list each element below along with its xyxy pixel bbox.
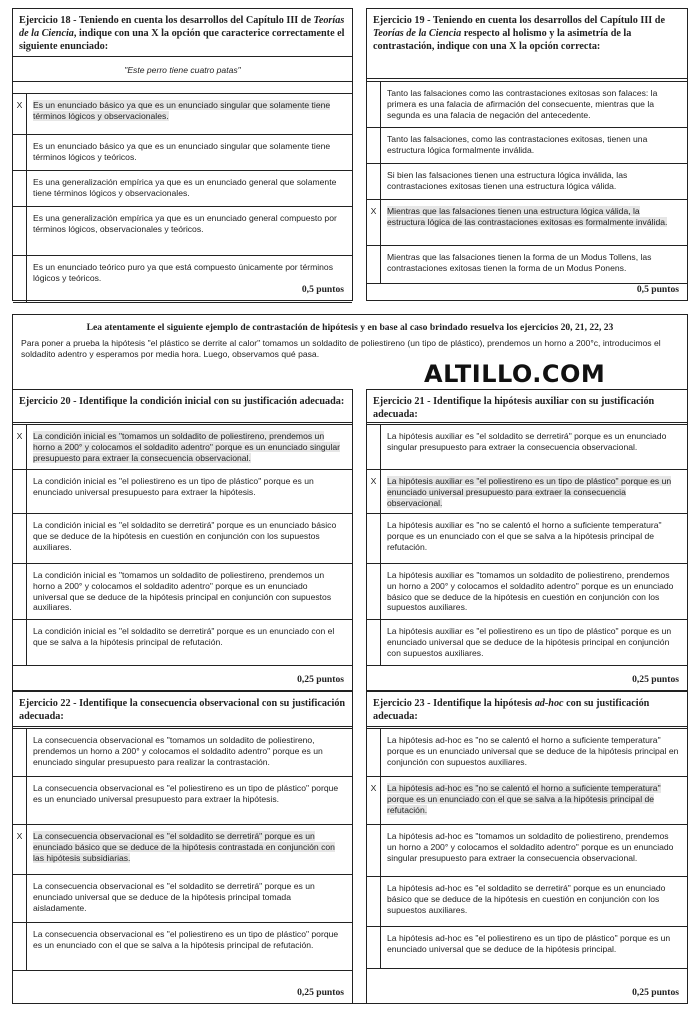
exercise-23-header <box>367 692 687 727</box>
option-row <box>367 82 687 128</box>
option-text-content: Es un enunciado básico ya que es un enunciado singular que solamente tiene términos lógicos y teóricos. <box>33 141 331 162</box>
case-title: Lea atentamente el siguiente ejemplo de contrastación de hipótesis y en base al caso brindado resuelva los ejercicios 20, 21, 22, 23 <box>86 322 614 333</box>
exercise-22-header <box>13 692 352 727</box>
option-text-content: La consecuencia observacional es "el soldadito se derretirá" porque es un enunciado universal que se deduce de la hipótesis principal tomada aisladamente. <box>33 881 315 913</box>
option-text <box>381 82 687 127</box>
exercise-19-options <box>367 81 687 284</box>
exercise-21-options <box>367 424 687 666</box>
option-text-content: Mientras que las falsaciones tienen la forma de un Modus Tollens, las contrastaciones exitosas tienen la forma de un Modus Ponens. <box>387 252 652 273</box>
option-text <box>27 923 352 970</box>
option-text <box>27 256 352 302</box>
option-text-content: La consecuencia observacional es "el poliestireno es un tipo de plástico" porque es un enunciado con el que se salva a la hipótesis principal de refutación. <box>33 929 339 950</box>
option-text <box>27 207 352 255</box>
exercise-18-quote: "Este perro tiene cuatro patas" <box>13 61 352 82</box>
option-row <box>13 171 352 207</box>
exercise-19-book-title: Teorías de la Ciencia <box>373 28 462 39</box>
exercise-20-points: 0,25 puntos <box>297 674 344 685</box>
answer-mark-cell <box>367 877 381 926</box>
option-text <box>27 470 352 513</box>
option-text <box>27 564 352 619</box>
option-text <box>381 246 687 283</box>
exercise-23-options <box>367 728 687 969</box>
option-row <box>367 564 687 620</box>
exercise-22-title: - Identifique la consecuencia observacional con su justificación adecuada: <box>19 698 346 722</box>
exercise-23-title-part: - Identifique la hipótesis <box>424 698 535 709</box>
exercise-20-panel <box>12 389 353 691</box>
exercise-18-title-part: - Teniendo en cuenta los desarrollos del Capítulo III de <box>70 15 314 26</box>
option-text-content: La condición inicial es "el soldadito se derretirá" porque es un enunciado con el que se salva a la hipótesis principal de refutación. <box>33 626 335 647</box>
exercise-22-points: 0,25 puntos <box>297 987 344 998</box>
case-text: Para poner a prueba la hipótesis "el plástico se derrite al calor" tomamos un soldadito de poliestireno (un tipo de plástico), prendemos un horno a 200°c, introducimos el soldadito adentro y esperamos por media hora. Luego, observamos qué pasa. <box>21 338 661 360</box>
answer-mark-cell <box>367 164 381 199</box>
answer-mark-cell <box>13 875 27 922</box>
option-text-content: Si bien las falsaciones tienen una estructura lógica inválida, las contrastaciones exitosas tienen una estructura lógica válida. <box>387 170 628 191</box>
answer-mark-cell <box>367 514 381 563</box>
option-text-content: Es un enunciado teórico puro ya que está compuesto únicamente por términos lógicos y teóricos. <box>33 262 334 283</box>
answer-mark-cell <box>367 128 381 163</box>
answer-mark-cell <box>367 425 381 469</box>
exercise-20-number: Ejercicio 20 <box>19 396 71 407</box>
option-text <box>381 128 687 163</box>
option-row <box>367 729 687 777</box>
answer-mark-cell <box>13 514 27 563</box>
option-text-content: Es una generalización empírica ya que es un enunciado general que solamente tiene términos lógicos y observacionales. <box>33 177 337 198</box>
answer-mark-cell: X <box>13 825 27 874</box>
option-text-content: Tanto las falsaciones como las contrastaciones exitosas son falaces: la primera es una falacia de afirmación del consecuente, mientras que la segunda es una falacia de negación del antecedente. <box>387 88 658 120</box>
exercise-22-panel <box>12 691 353 1004</box>
answer-mark-cell: X <box>13 425 27 469</box>
exercise-18-options <box>13 93 352 303</box>
exercise-20-header <box>13 390 352 423</box>
option-text-content: La consecuencia observacional es "tomamos un soldadito de poliestireno, prendemos un horno a 200° y colocamos el soldadito adentro" porque es un enunciado singular presupuesto para realizar la contrastación. <box>33 735 323 767</box>
exercise-19-panel <box>366 8 688 301</box>
answer-mark-cell <box>367 729 381 776</box>
exercise-18-number: Ejercicio 18 <box>19 15 71 26</box>
exercise-20-title: - Identifique la condición inicial con su justificación adecuada: <box>70 396 345 407</box>
option-text <box>381 514 687 563</box>
option-text-content: La hipótesis auxiliar es "el poliestireno es un tipo de plástico" porque es un enunciado universal que se deduce de la hipótesis principal en conjunción con supuestos auxiliares. <box>387 626 672 658</box>
option-row <box>367 246 687 284</box>
option-text <box>27 425 352 469</box>
answer-mark-cell <box>367 620 381 665</box>
option-text <box>381 470 687 513</box>
answer-mark-cell <box>13 777 27 824</box>
option-row <box>367 777 687 825</box>
option-text <box>27 777 352 824</box>
option-text-content: La consecuencia observacional es "el soldadito se derretirá" porque es un enunciado básico que se deduce de la hipótesis contrastada en conjunción con las hipótesis subsidiarias. <box>33 831 335 863</box>
answer-mark-cell: X <box>367 200 381 245</box>
answer-mark-cell <box>367 82 381 127</box>
option-row <box>367 128 687 164</box>
exercise-21-header <box>367 390 687 423</box>
option-row <box>13 923 352 971</box>
exercise-23-adhoc-term: ad-hoc <box>534 698 564 709</box>
option-text <box>381 200 687 245</box>
answer-mark-cell <box>367 825 381 876</box>
answer-mark-cell <box>13 620 27 665</box>
option-text-content: La hipótesis ad-hoc es "el soldadito se derretirá" porque es un enunciado básico que se deduce de la hipótesis en cuestión en conjunción con los supuestos auxiliares. <box>387 883 666 915</box>
exercise-19-number: Ejercicio 19 <box>373 15 425 26</box>
option-row <box>367 164 687 200</box>
option-text <box>27 94 352 134</box>
option-text-content: La condición inicial es "el soldadito se derretirá" porque es un enunciado básico que se deduce de la hipótesis en cuestión en conjunción con los supuestos auxiliares. <box>33 520 337 552</box>
option-text-content: La hipótesis ad-hoc es "el poliestireno es un tipo de plástico" porque es un enunciado universal que se deduce de la hipótesis principal. <box>387 933 671 954</box>
exercise-19-points: 0,5 puntos <box>636 284 679 295</box>
option-text <box>381 729 687 776</box>
option-text-content: Es una generalización empírica ya que es un enunciado general compuesto por términos lógicos, observacionales y teóricos. <box>33 213 337 234</box>
exercise-19-header <box>367 9 687 79</box>
exercise-22-number: Ejercicio 22 <box>19 698 71 709</box>
answer-mark-cell: X <box>13 94 27 134</box>
option-row <box>13 564 352 620</box>
exercise-23-number: Ejercicio 23 <box>373 698 425 709</box>
answer-mark-cell <box>13 207 27 255</box>
answer-mark-cell <box>13 564 27 619</box>
option-row <box>13 256 352 303</box>
option-text <box>381 877 687 926</box>
option-text-content: La hipótesis auxiliar es "no se calentó el horno a suficiente temperatura" porque es un enunciado con el que se salva a la hipótesis principal de refutación. <box>387 520 662 552</box>
exercise-21-points: 0,25 puntos <box>632 674 679 685</box>
option-text-content: La condición inicial es "tomamos un soldadito de poliestireno, prendemos un horno a 200° y colocamos el soldadito adentro" porque es un enunciado singular presupuesto para extraer la consecuencia observacional. <box>33 431 340 463</box>
option-text <box>27 620 352 665</box>
answer-mark-cell <box>367 564 381 619</box>
option-text <box>27 729 352 776</box>
option-text-content: La hipótesis auxiliar es "el poliestireno es un tipo de plástico" porque es un enunciado universal presupuesto para extraer la consecuencia observacional. <box>387 476 672 508</box>
option-text-content: La hipótesis auxiliar es "tomamos un soldadito de poliestireno, prendemos un horno a 200° y colocamos el soldadito adentro" porque es un enunciado básico que se deduce de la hipótesis en cuestión en conjunción con los supuestos auxiliares. <box>387 570 674 613</box>
exercise-21-number: Ejercicio 21 <box>373 396 425 407</box>
answer-mark-cell: X <box>367 470 381 513</box>
option-text-content: La consecuencia observacional es "el poliestireno es un tipo de plástico" porque es un enunciado universal presupuesto para extraer la hipótesis. <box>33 783 339 804</box>
option-text-content: Es un enunciado básico ya que es un enunciado singular que solamente tiene términos lógicos y observacionales. <box>33 100 331 121</box>
option-row <box>367 620 687 666</box>
option-row <box>13 875 352 923</box>
exercise-18-title-end: , indique con una X la opción que caracterice correctamente el siguiente enunciado: <box>19 28 345 52</box>
option-text-content: La condición inicial es "tomamos un soldadito de poliestireno, prendemos un horno a 200° y colocamos el soldadito adentro" porque es un enunciado universal que se deduce de la hipótesis principal en conjunción con supuestos auxiliares. <box>33 570 332 613</box>
option-row <box>13 135 352 171</box>
option-text <box>381 164 687 199</box>
option-row <box>13 94 352 135</box>
option-row <box>367 470 687 514</box>
option-text <box>27 875 352 922</box>
exercise-23-points: 0,25 puntos <box>632 987 679 998</box>
exercise-19-title-part: - Teniendo en cuenta los desarrollos del Capítulo III de <box>424 15 665 26</box>
answer-mark-cell <box>13 135 27 170</box>
exercise-21-title: - Identifique la hipótesis auxiliar con su justificación adecuada: <box>373 396 655 420</box>
exercise-23-title-end: con su justificación adecuada: <box>373 698 650 722</box>
answer-mark-cell: X <box>367 777 381 824</box>
option-row <box>367 200 687 246</box>
option-text-content: La hipótesis ad-hoc es "tomamos un soldadito de poliestireno, prendemos un horno a 200° y colocamos el soldadito adentro" porque es un enunciado singular presupuesto para extraer la consecuencia observacional. <box>387 831 674 863</box>
option-row <box>13 425 352 470</box>
option-text-content: La hipótesis ad-hoc es "no se calentó el horno a suficiente temperatura" porque es un enunciado con el que se salva a la hipótesis principal de refutación. <box>387 783 661 815</box>
option-text <box>27 171 352 206</box>
option-row <box>13 729 352 777</box>
exercise-18-book-title: Teorías de la Ciencia <box>19 15 345 39</box>
answer-mark-cell <box>13 923 27 970</box>
option-text <box>381 620 687 665</box>
option-text-content: La hipótesis auxiliar es "el soldadito se derretirá" porque es un enunciado singular presupuesto para extraer la consecuencia observacional. <box>387 431 667 452</box>
exercise-19-title-end: respecto al holismo y la asimetría de la contrastación, indique con una X la opción correcta: <box>373 28 632 52</box>
option-row <box>367 825 687 877</box>
option-row <box>13 470 352 514</box>
option-row <box>367 514 687 564</box>
option-text <box>27 135 352 170</box>
answer-mark-cell <box>13 171 27 206</box>
exercise-18-points: 0,5 puntos <box>301 284 344 295</box>
option-text-content: La hipótesis ad-hoc es "no se calentó el horno a suficiente temperatura" porque es un enunciado universal que se deduce de la hipótesis principal en conjunción con supuestos auxiliares. <box>387 735 679 767</box>
exercise-23-panel <box>366 691 688 1004</box>
option-text <box>381 425 687 469</box>
option-text-content: Tanto las falsaciones, como las contrastaciones exitosas, tienen una estructura lógica formalmente inválida. <box>387 134 648 155</box>
answer-mark-cell <box>13 470 27 513</box>
exercise-20-options <box>13 424 352 666</box>
option-text <box>381 564 687 619</box>
answer-mark-cell <box>367 246 381 283</box>
option-row <box>367 425 687 470</box>
option-row <box>13 514 352 564</box>
answer-mark-cell <box>13 256 27 302</box>
answer-mark-cell <box>367 927 381 968</box>
exercise-21-panel <box>366 389 688 691</box>
option-row <box>13 207 352 256</box>
option-text <box>27 514 352 563</box>
watermark-logo: ALTILLO.COM <box>424 360 606 388</box>
answer-mark-cell <box>13 729 27 776</box>
option-row <box>367 927 687 969</box>
option-text <box>381 777 687 824</box>
exercise-18-header <box>13 9 352 57</box>
option-text <box>27 825 352 874</box>
option-text <box>381 825 687 876</box>
option-row <box>13 620 352 666</box>
option-row <box>367 877 687 927</box>
option-text <box>381 927 687 968</box>
exercise-18-panel <box>12 8 353 301</box>
option-text-content: Mientras que las falsaciones tienen una estructura lógica válida, la estructura lógica de las contrastaciones exitosas es formalmente inválida. <box>387 206 668 227</box>
exercise-22-options <box>13 728 352 971</box>
option-text-content: La condición inicial es "el poliestireno es un tipo de plástico" porque es un enunciado universal presupuesto para extraer la hipótesis. <box>33 476 314 497</box>
option-row <box>13 825 352 875</box>
option-row <box>13 777 352 825</box>
